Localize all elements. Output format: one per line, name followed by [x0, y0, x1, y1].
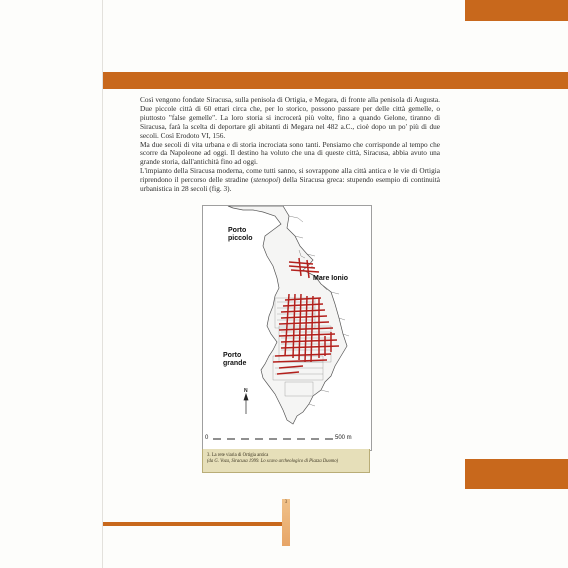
caption-title: 3. La rete viaria di Ortigia antica [207, 453, 269, 458]
map-label-porto-piccolo: Porto piccolo [228, 227, 253, 242]
figure-caption [202, 449, 370, 473]
scale-zero-label: 0 [205, 435, 209, 441]
north-arrow-icon [244, 394, 248, 414]
map-label-mare-ionio: Mare Ionio [313, 275, 349, 282]
map-label-porto-grande: Porto grande [223, 352, 247, 367]
page-number-tab [282, 499, 290, 546]
paragraph: Ma due secoli di vita urbana e di storia incrociata sono tanti. Pensiamo che corrisponde al tempo che scorre da Napoleone ad oggi. Il destino ha voluto che una di queste città, Siracusa, abbia avuto una grande storia, dall'antichità fino ad oggi. [140, 139, 440, 167]
body-text [140, 96, 440, 194]
north-label: N [244, 388, 248, 394]
accent-bar [465, 0, 568, 21]
caption-source: (da G. Voza, Siracusa 1999. Lo scavo archeologico di Piazza Duomo) [207, 458, 339, 464]
map-figure [202, 205, 372, 451]
footer-accent-bar [103, 522, 283, 526]
side-accent-bar [465, 459, 568, 489]
header-accent-bar [103, 72, 568, 89]
paragraph: Così vengono fondate Siracusa, sulla penisola di Ortigia, e Megara, di fronte alla penisola di Augusta. Due piccole città di 60 ettari circa che, per lo storico, possono passare per delle città gemelle, o piuttosto "false gemelle". La loro storia si incrocerà più volte, fino a quando Gelone, tiranno di Siracusa, farà la scelta di deportare gli abitanti di Megara nel 482 a.C., cioè dopo un po' più di due secoli. Così Erodoto VI, 156. [140, 95, 440, 140]
paragraph: L'impianto della Siracusa moderna, come tutti sanno, si sovrappone alla città antica e le vie di Ortigia riprendono il percorso delle stradine (stenopoi) della Siracusa greca: stupendo esempio di continuità urbanistica in 28 secoli (fig. 3). [140, 166, 440, 194]
page-number: 3 [284, 500, 288, 505]
scale-distance-label: 500 m [335, 435, 352, 441]
